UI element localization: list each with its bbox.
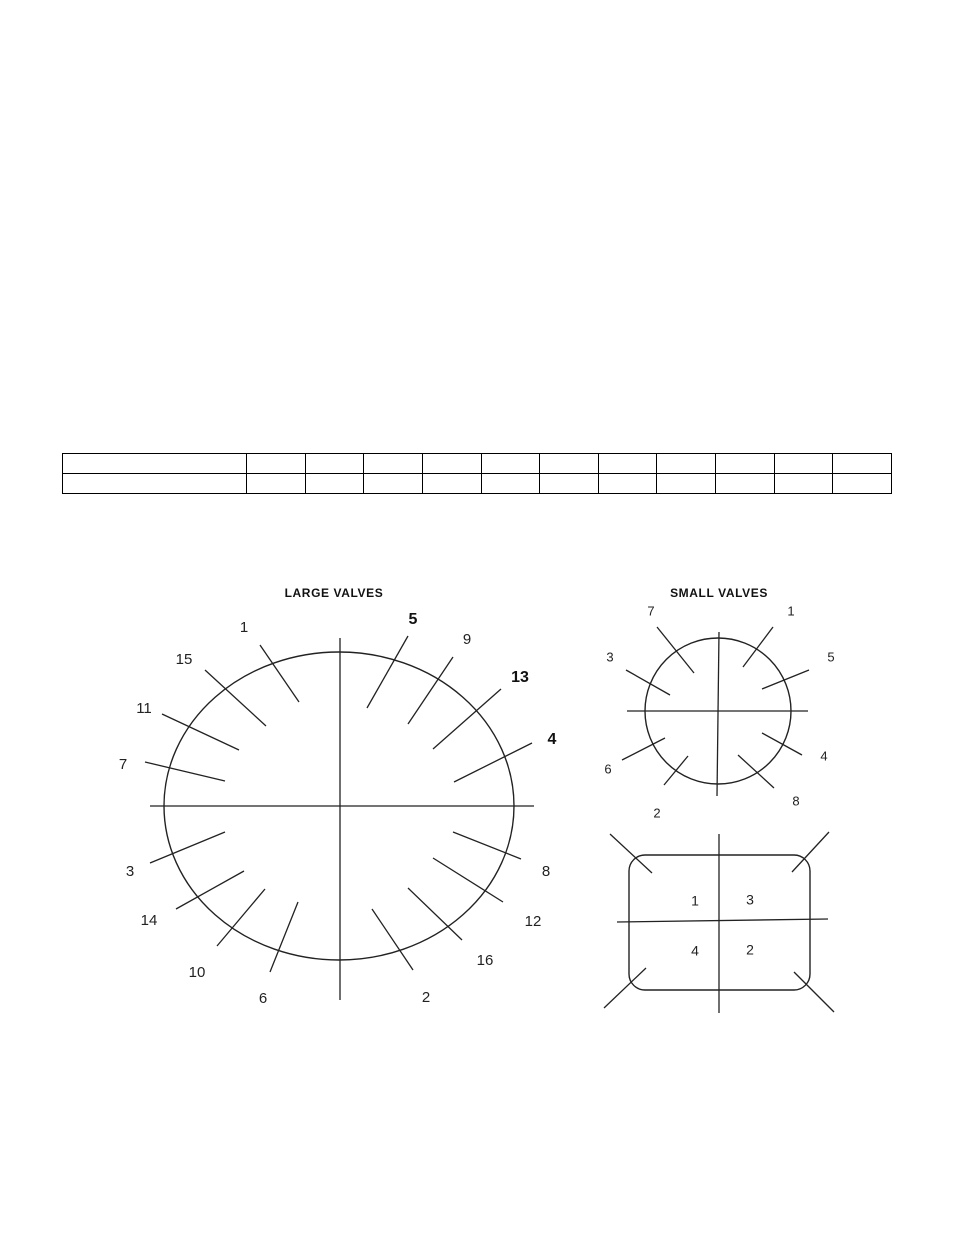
valve-bolt-pattern-diagram — [0, 560, 954, 1040]
large-valves-figure — [119, 586, 557, 1007]
small-square-quadrant-label-1: 1 — [691, 892, 699, 909]
table-cell — [364, 454, 423, 474]
small-round-vertical-centerline — [717, 632, 719, 796]
large-bolt-label-13: 13 — [511, 669, 529, 687]
small-square-horizontal-centerline — [617, 919, 828, 922]
table-cell — [598, 474, 657, 494]
table-cell — [598, 454, 657, 474]
large-bolt-label-1: 1 — [239, 618, 249, 636]
large-bolt-markers — [119, 611, 557, 1007]
table-cell — [540, 474, 599, 494]
table-cell — [305, 454, 364, 474]
small-square-quadrant-label-3: 3 — [746, 891, 754, 908]
large-bolt-label-8: 8 — [541, 862, 551, 880]
small-valves-title: SMALL VALVES — [670, 586, 768, 600]
table-cell — [716, 454, 775, 474]
small-round-bolt-mark-4 — [762, 733, 802, 755]
large-bolt-mark-1 — [260, 645, 299, 702]
large-bolt-mark-3 — [150, 832, 225, 863]
large-bolt-mark-16 — [408, 888, 462, 940]
table-cell — [305, 474, 364, 494]
large-bolt-mark-13 — [433, 689, 501, 749]
small-square-corner-bolt-mark — [794, 972, 834, 1012]
table-cell — [774, 454, 833, 474]
large-bolt-label-4: 4 — [547, 731, 557, 749]
large-bolt-mark-5 — [367, 636, 408, 708]
table-cell — [422, 454, 481, 474]
small-square-corner-bolt-mark — [604, 968, 646, 1008]
large-bolt-label-7: 7 — [118, 755, 128, 773]
large-bolt-label-6: 6 — [258, 989, 268, 1007]
small-round-bolt-label-2: 2 — [653, 805, 661, 821]
large-bolt-label-9: 9 — [462, 630, 472, 648]
small-round-bolt-mark-2 — [664, 756, 688, 785]
small-round-bolt-label-4: 4 — [820, 748, 828, 764]
large-bolt-mark-7 — [145, 762, 225, 781]
small-round-bolt-mark-6 — [622, 738, 665, 760]
small-round-bolt-label-1: 1 — [787, 603, 795, 619]
table-cell — [657, 474, 716, 494]
small-round-bolt-mark-1 — [743, 627, 773, 667]
table-cell — [833, 454, 892, 474]
large-bolt-label-3: 3 — [125, 862, 135, 880]
table-cell — [481, 474, 540, 494]
small-round-bolt-mark-7 — [657, 627, 694, 673]
blank-torque-table — [62, 453, 892, 494]
table-cell — [833, 474, 892, 494]
small-square-quadrant-label-4: 4 — [691, 942, 699, 959]
large-bolt-label-2: 2 — [421, 988, 431, 1006]
large-bolt-label-14: 14 — [140, 911, 158, 929]
small-square-corner-bolt-mark — [792, 832, 829, 872]
small-round-bolt-mark-8 — [738, 755, 774, 788]
small-round-valve-figure — [604, 586, 834, 820]
large-bolt-label-11: 11 — [136, 699, 152, 717]
large-bolt-mark-14 — [176, 871, 244, 909]
small-square-valve-figure — [604, 832, 834, 1013]
large-bolt-label-15: 15 — [175, 650, 193, 668]
table-cell — [422, 474, 481, 494]
small-square-quadrant-labels — [691, 892, 754, 959]
small-round-bolt-label-7: 7 — [647, 603, 655, 619]
large-valves-title: LARGE VALVES — [284, 586, 384, 600]
table-cell — [657, 454, 716, 474]
small-round-bolt-label-3: 3 — [606, 649, 614, 665]
large-bolt-label-5: 5 — [408, 611, 418, 629]
table-row — [63, 474, 892, 494]
large-bolt-label-10: 10 — [188, 963, 206, 981]
table-row — [63, 454, 892, 474]
table-cell — [247, 474, 306, 494]
small-round-bolt-label-6: 6 — [604, 761, 612, 777]
large-bolt-mark-10 — [217, 889, 265, 946]
table-cell — [63, 454, 247, 474]
small-round-bolt-mark-5 — [762, 670, 809, 689]
table-cell — [716, 474, 775, 494]
table-cell — [247, 454, 306, 474]
small-round-bolt-label-5: 5 — [827, 649, 835, 665]
table-cell — [63, 474, 247, 494]
large-bolt-mark-11 — [162, 714, 239, 750]
small-square-quadrant-label-2: 2 — [746, 941, 754, 958]
small-square-corner-bolt-mark — [610, 834, 652, 873]
large-bolt-mark-2 — [372, 909, 413, 970]
small-round-bolt-label-8: 8 — [792, 793, 800, 809]
table-cell — [364, 474, 423, 494]
large-bolt-mark-6 — [270, 902, 298, 972]
large-bolt-mark-4 — [454, 743, 532, 782]
table-cell — [540, 454, 599, 474]
table-cell — [481, 454, 540, 474]
large-bolt-label-16: 16 — [476, 951, 494, 969]
table-cell — [774, 474, 833, 494]
large-bolt-label-12: 12 — [524, 912, 542, 930]
